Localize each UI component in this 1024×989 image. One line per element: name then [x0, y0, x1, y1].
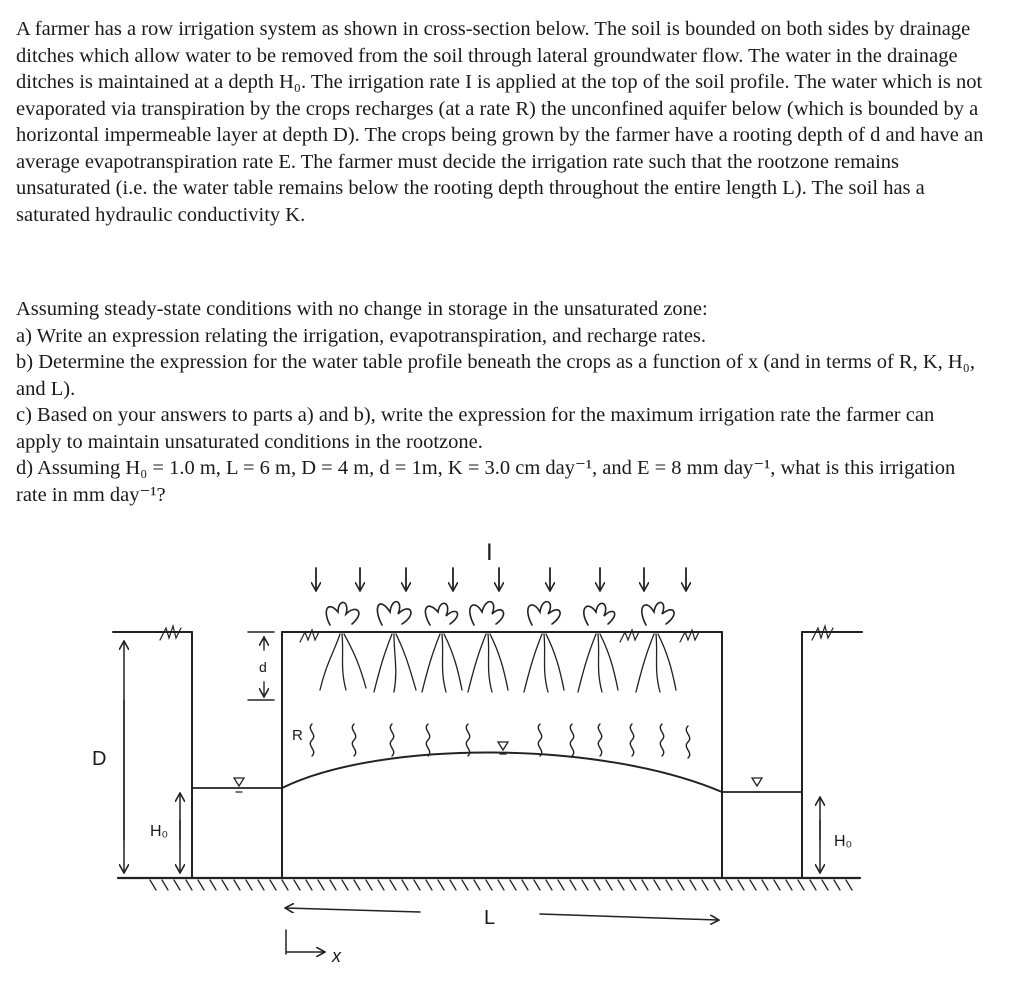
question-a: a) Write an expression relating the irrigation, evapotranspiration, and recharge rates.	[16, 324, 707, 347]
water-table-profile	[282, 752, 722, 792]
question-c: c) Based on your answers to parts a) and b), write the expression for the maximum irrigation rate the farmer can apply to maintain unsaturated conditions in the rootzone.	[16, 404, 935, 453]
water-table-symbol	[498, 742, 508, 750]
ditch-water-symbol-right	[752, 778, 762, 786]
depth-D-label: D	[92, 748, 107, 770]
grass-tufts	[160, 626, 833, 642]
impermeable-hatching	[150, 880, 852, 890]
question-d: d) Assuming H₀ = 1.0 m, L = 6 m, D = 4 m, d = 1m, K = 3.0 cm day⁻¹, and E = 8 mm day⁻¹, what is this irrigation rate in mm day⁻¹?	[16, 457, 956, 506]
intro-text: A farmer has a row irrigation system as shown in cross-section below. The soil is bounded on both sides by drainage ditches which allow water to be removed from the soil through lateral groundwater flow. The water in the drainage ditches is maintained at a depth H₀. The irrigation rate I is applied at the top of the soil profile. The water which is not evaporated via transpiration by the crops recharges (at a rate R) the unconfined aquifer below (which is bounded by a horizontal impermeable layer at depth D). The crops being grown by the farmer have a rooting depth of d and have an average evapotranspiration rate E. The farmer must decide the irrigation rate such that the rootzone remains unsaturated (i.e. the water table remains below the rooting depth throughout the entire length L). The soil has a saturated hydraulic conductivity K.	[16, 18, 984, 226]
irrigation-label: I	[486, 539, 493, 566]
rooting-depth-label: d	[259, 659, 267, 675]
irrigation-arrows	[316, 568, 686, 590]
question-b: b) Determine the expression for the water table profile beneath the crops as a function of x (and in terms of R, K, H₀, and L).	[16, 351, 975, 400]
length-L-label: L	[484, 907, 496, 929]
x-axis-label: x	[332, 946, 341, 966]
recharge-label: R	[292, 727, 303, 744]
ditch-water-symbol-left	[234, 778, 244, 786]
crop-roots	[320, 634, 676, 692]
head-left-label: H₀	[150, 823, 169, 840]
crop-canopies	[326, 602, 674, 625]
assumption-text: Assuming steady-state conditions with no change in storage in the unsaturated zone:	[16, 298, 708, 320]
head-right-label: H₀	[834, 833, 853, 850]
